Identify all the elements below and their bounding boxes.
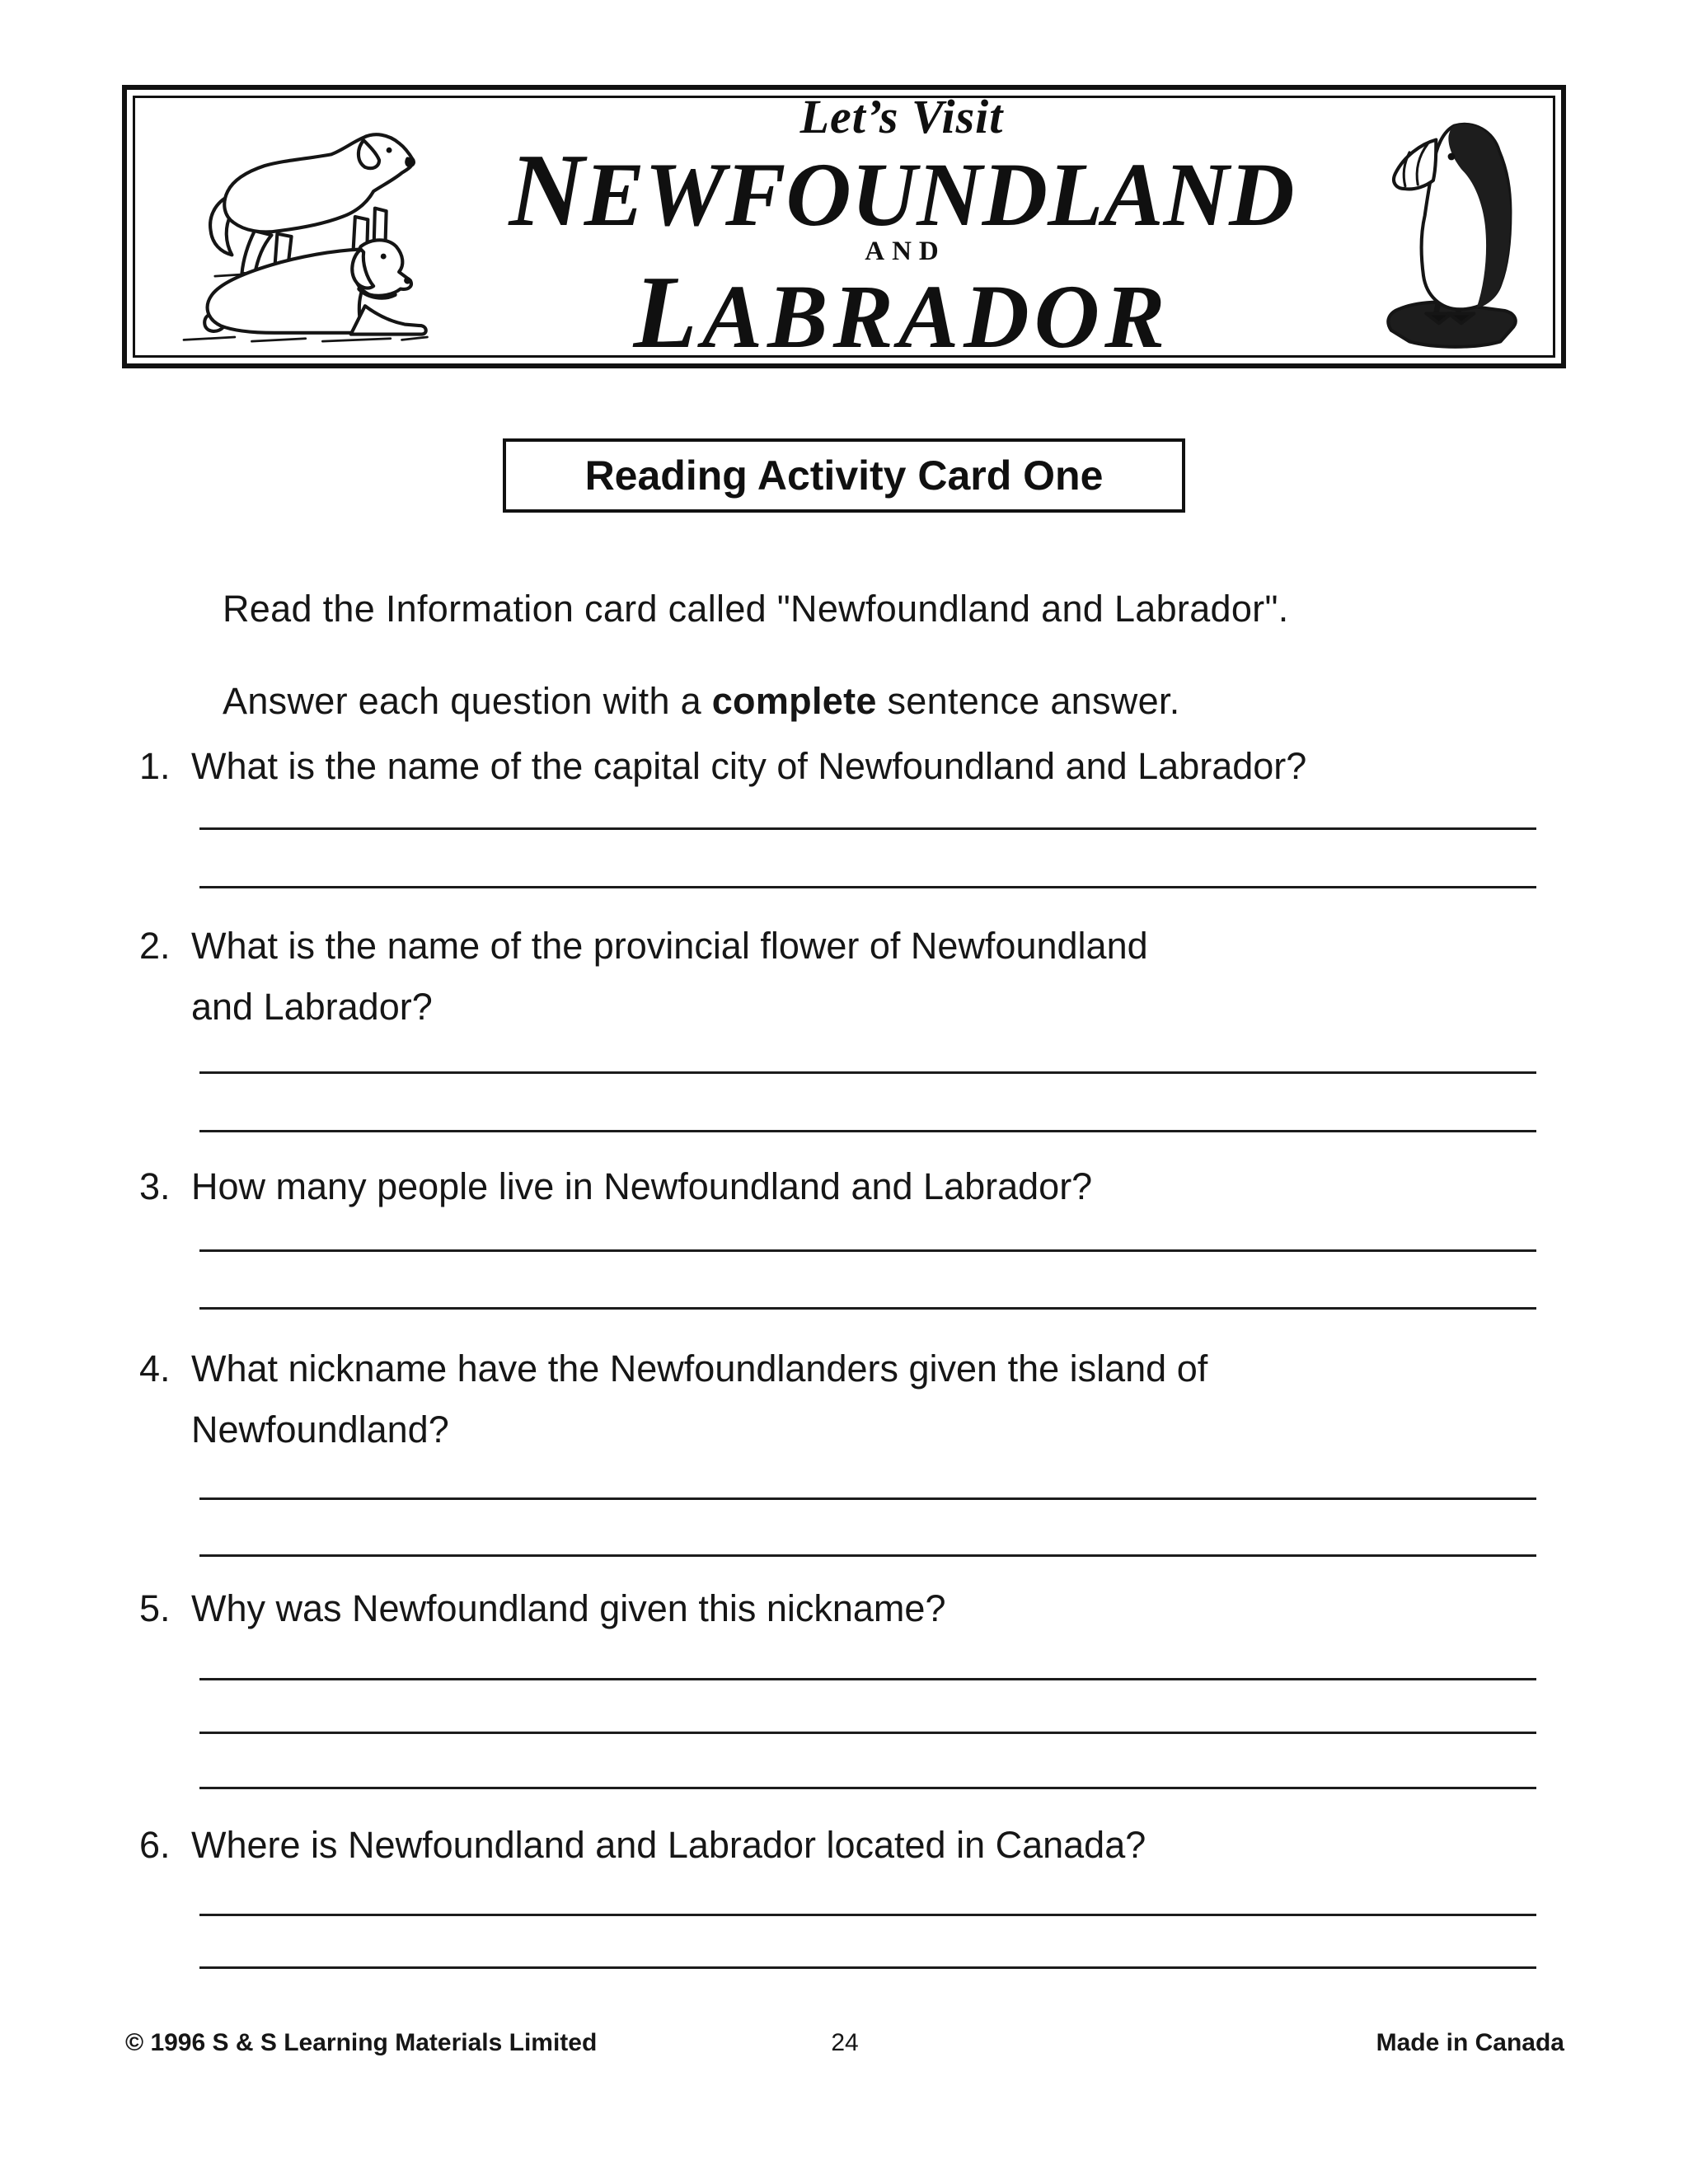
answer-line-q2-2 (199, 1130, 1536, 1132)
answer-line-q1-1 (199, 827, 1536, 830)
question-2-text (191, 916, 1148, 1038)
banner-text-block (438, 89, 1365, 370)
banner-conjunction: AND (865, 237, 946, 267)
question-6-number: 6. (139, 1824, 171, 1866)
banner-title-labrador: LABRADOR (633, 254, 1170, 370)
banner-tagline: Let’s Visit (799, 89, 1004, 143)
instruction-line-2 (223, 680, 1180, 723)
activity-card-title-box (503, 438, 1185, 513)
dogs-illustration-svg (150, 106, 438, 347)
question-3-number: 3. (139, 1165, 171, 1207)
answer-line-q5-1 (199, 1678, 1536, 1680)
question-2-line-2: and Labrador? (191, 986, 433, 1028)
question-4-number: 4. (139, 1347, 171, 1390)
instruction-line-2-bold: complete (711, 680, 877, 722)
question-4-line-1: What nickname have the Newfoundlanders given the island of (191, 1347, 1208, 1390)
puffin-illustration (1365, 101, 1538, 353)
answer-line-q3-1 (199, 1249, 1536, 1252)
answer-line-q6-1 (199, 1914, 1536, 1916)
question-6-text (191, 1815, 1146, 1876)
answer-line-q3-2 (199, 1307, 1536, 1310)
question-4 (139, 1338, 1207, 1460)
question-5-line-1: Why was Newfoundland given this nickname? (191, 1587, 946, 1629)
question-2 (139, 916, 1148, 1038)
question-2-line-1: What is the name of the provincial flower of Newfoundland (191, 925, 1148, 967)
question-5-number: 5. (139, 1587, 171, 1629)
question-1-text (191, 736, 1306, 797)
page-footer (125, 2029, 1564, 2057)
question-1-line-1: What is the name of the capital city of Newfoundland and Labrador? (191, 745, 1307, 787)
question-5 (139, 1578, 945, 1639)
question-5-text (191, 1578, 945, 1639)
footer-made-in: Made in Canada (1376, 2029, 1564, 2056)
question-1 (139, 736, 1306, 797)
question-4-text (191, 1338, 1207, 1460)
answer-line-q4-1 (199, 1497, 1536, 1500)
activity-card-title: Reading Activity Card One (584, 452, 1104, 499)
instruction-line-1: Read the Information card called "Newfoundland and Labrador". (223, 588, 1289, 630)
header-banner (122, 85, 1566, 368)
header-banner-inner (133, 89, 1555, 370)
question-3-line-1: How many people live in Newfoundland and Labrador? (191, 1165, 1093, 1207)
instruction-line-2-suffix: sentence answer. (876, 680, 1180, 722)
question-4-line-2: Newfoundland? (191, 1408, 449, 1451)
question-6-line-1: Where is Newfoundland and Labrador located in Canada? (191, 1824, 1146, 1866)
answer-line-q5-2 (199, 1732, 1536, 1734)
dogs-illustration (150, 106, 438, 347)
answer-line-q1-2 (199, 886, 1536, 888)
answer-line-q4-2 (199, 1554, 1536, 1557)
puffin-illustration-svg (1365, 101, 1538, 353)
footer-page-number: 24 (831, 2029, 859, 2056)
question-3-text (191, 1156, 1092, 1217)
footer-copyright: © 1996 S & S Learning Materials Limited (125, 2029, 598, 2056)
answer-line-q6-2 (199, 1966, 1536, 1969)
question-6 (139, 1815, 1146, 1876)
question-1-number: 1. (139, 745, 171, 787)
banner-title-newfoundland: NEWFOUNDLAND (509, 132, 1295, 248)
instruction-line-2-prefix: Answer each question with a (223, 680, 712, 722)
question-2-number: 2. (139, 925, 171, 967)
question-3 (139, 1156, 1092, 1217)
answer-line-q2-1 (199, 1071, 1536, 1074)
answer-line-q5-3 (199, 1787, 1536, 1789)
